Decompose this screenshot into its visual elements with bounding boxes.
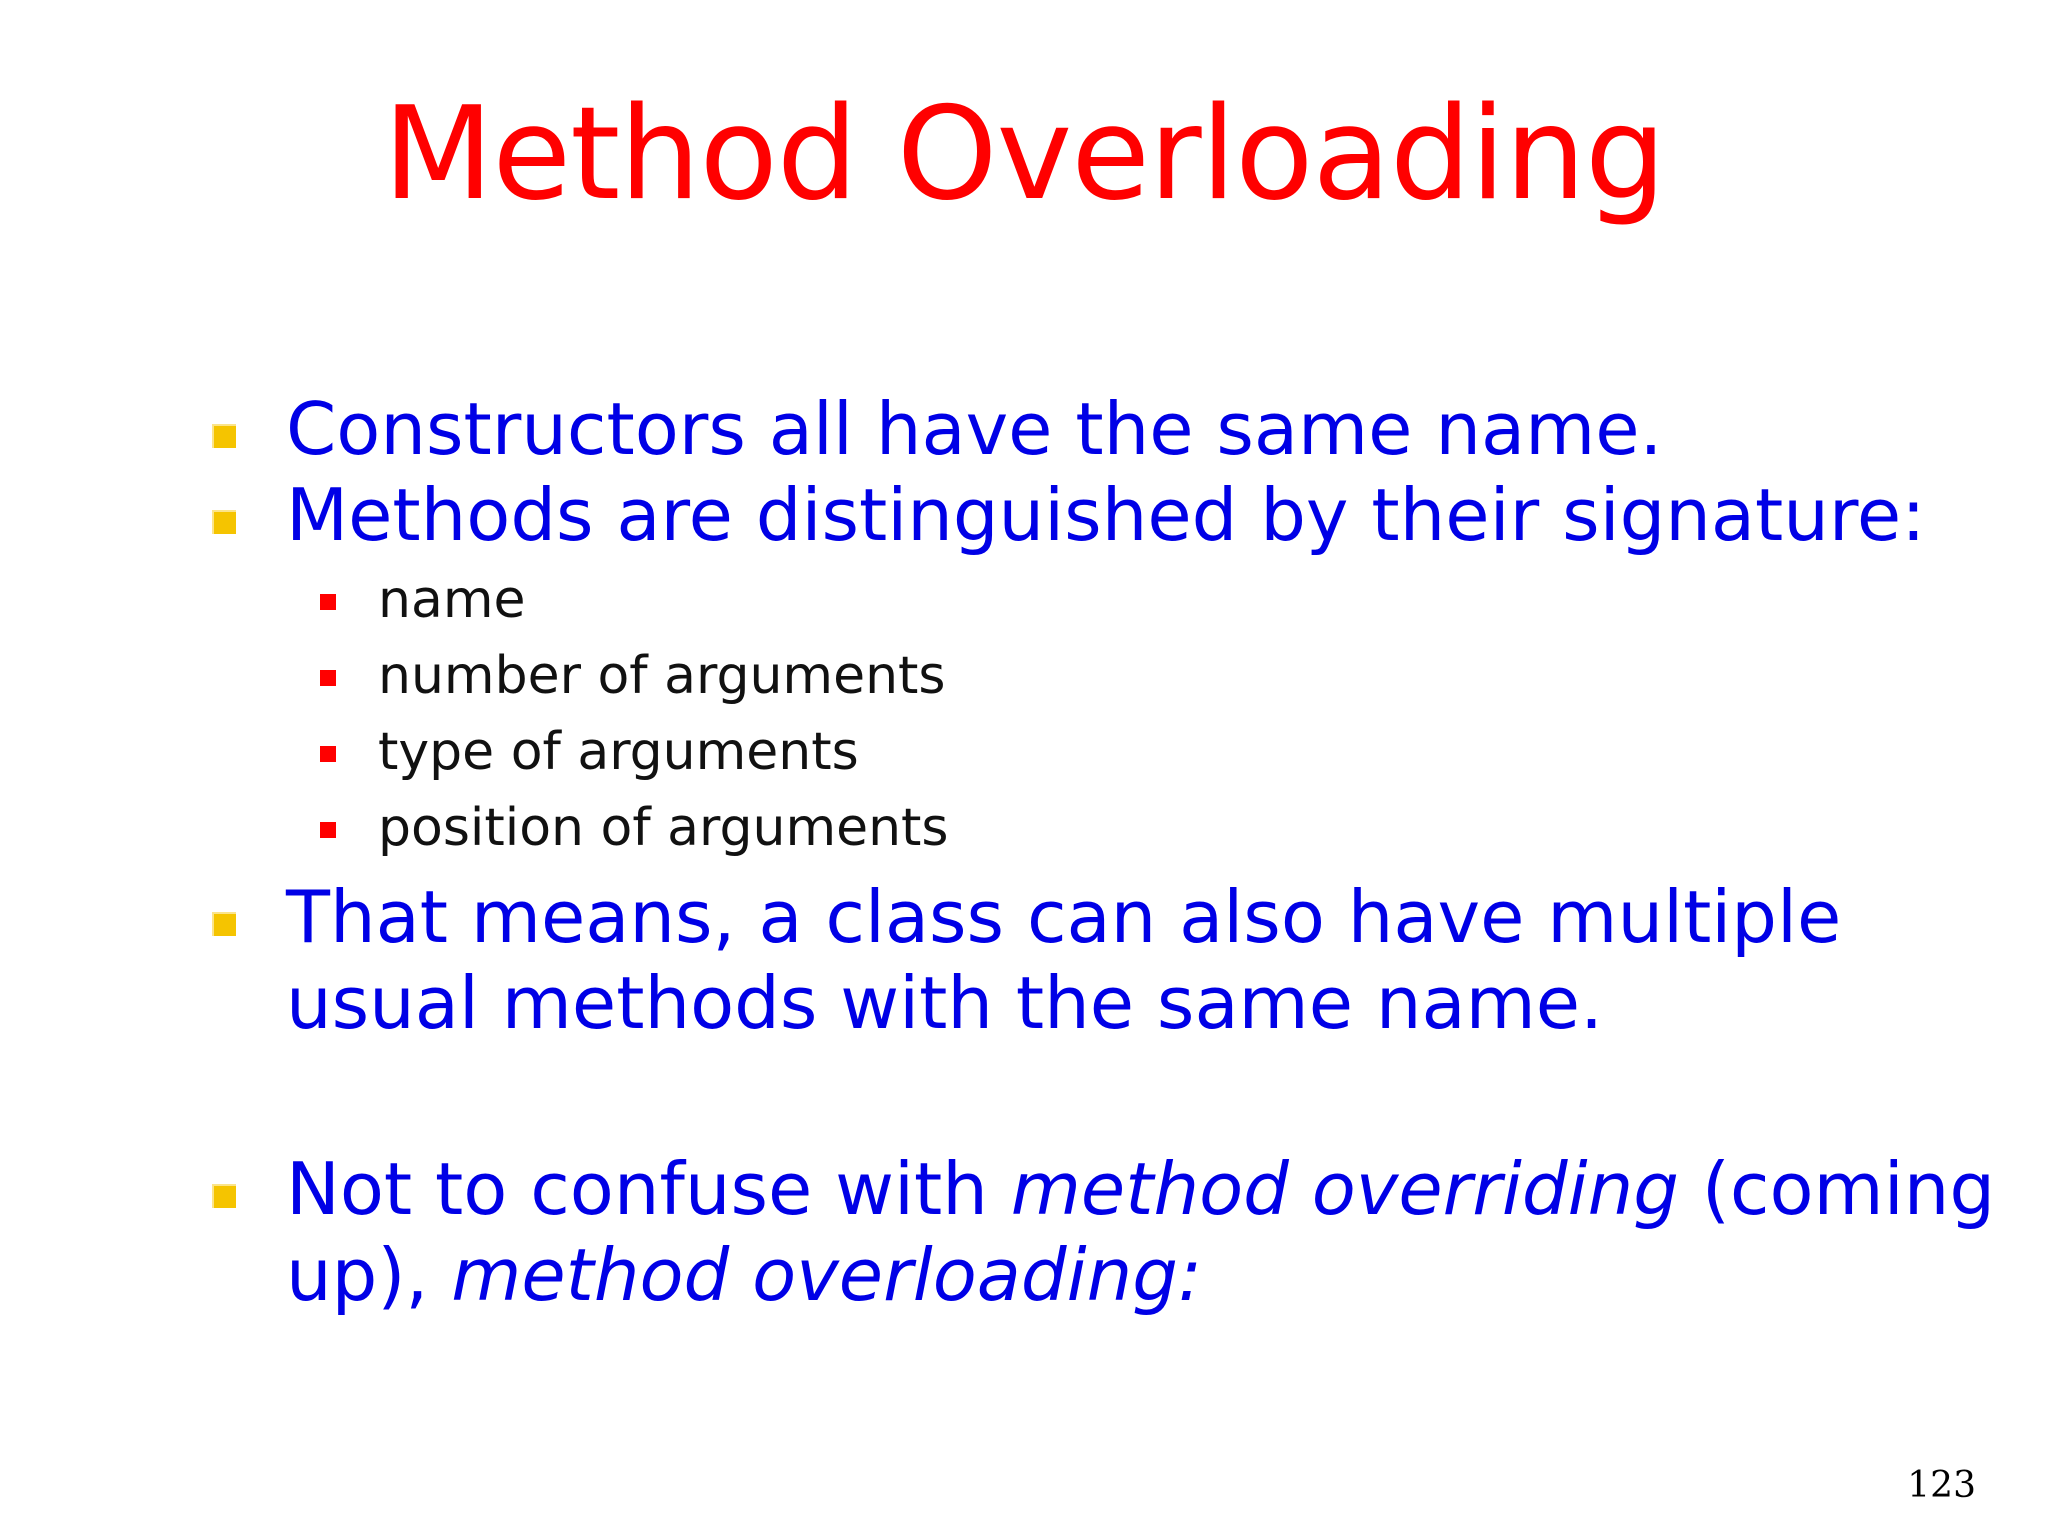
red-square-bullet-icon	[320, 670, 336, 686]
sub-bullet-text: position of arguments	[378, 798, 949, 858]
red-square-bullet-icon	[320, 746, 336, 762]
bullet-item-4	[210, 1146, 2010, 1318]
page-number: 123	[1907, 1465, 1976, 1506]
bullet-text-4-plain-b: (coming	[1678, 1147, 1996, 1231]
yellow-square-bullet-icon	[212, 424, 236, 448]
sub-bullet-item	[314, 790, 2010, 866]
spacer	[210, 1046, 2010, 1146]
bullet-text-3-line-1: That means, a class can also have multiple	[286, 875, 1842, 959]
yellow-square-bullet-icon	[212, 912, 236, 936]
bullet-text-4-plain-a: Not to confuse with	[286, 1147, 1011, 1231]
bullet-text-4-italic-b: method overloading:	[451, 1233, 1203, 1317]
sub-bullet-text: name	[378, 570, 526, 630]
bullet-text-4-plain-c: up),	[286, 1233, 452, 1317]
yellow-square-bullet-icon	[212, 1184, 236, 1208]
bullet-list	[210, 386, 2010, 1318]
red-square-bullet-icon	[320, 822, 336, 838]
sub-bullet-item	[314, 638, 2010, 714]
yellow-square-bullet-icon	[212, 510, 236, 534]
bullet-item-1	[210, 386, 2010, 472]
sub-bullet-list	[314, 562, 2010, 866]
sub-bullet-item	[314, 714, 2010, 790]
bullet-text-1: Constructors all have the same name.	[286, 387, 1663, 471]
red-square-bullet-icon	[320, 594, 336, 610]
sub-bullet-text: number of arguments	[378, 646, 946, 706]
sub-bullet-item	[314, 562, 2010, 638]
bullet-item-3	[210, 874, 2010, 1046]
bullet-item-2	[210, 472, 2010, 558]
slide-title: Method Overloading	[382, 80, 1666, 229]
bullet-text-4-italic-a: method overriding	[1010, 1147, 1679, 1231]
sub-bullet-text: type of arguments	[378, 722, 859, 782]
bullet-text-2: Methods are distinguished by their signature:	[286, 473, 1926, 557]
bullet-text-3-line-2: usual methods with the same name.	[286, 961, 1603, 1045]
